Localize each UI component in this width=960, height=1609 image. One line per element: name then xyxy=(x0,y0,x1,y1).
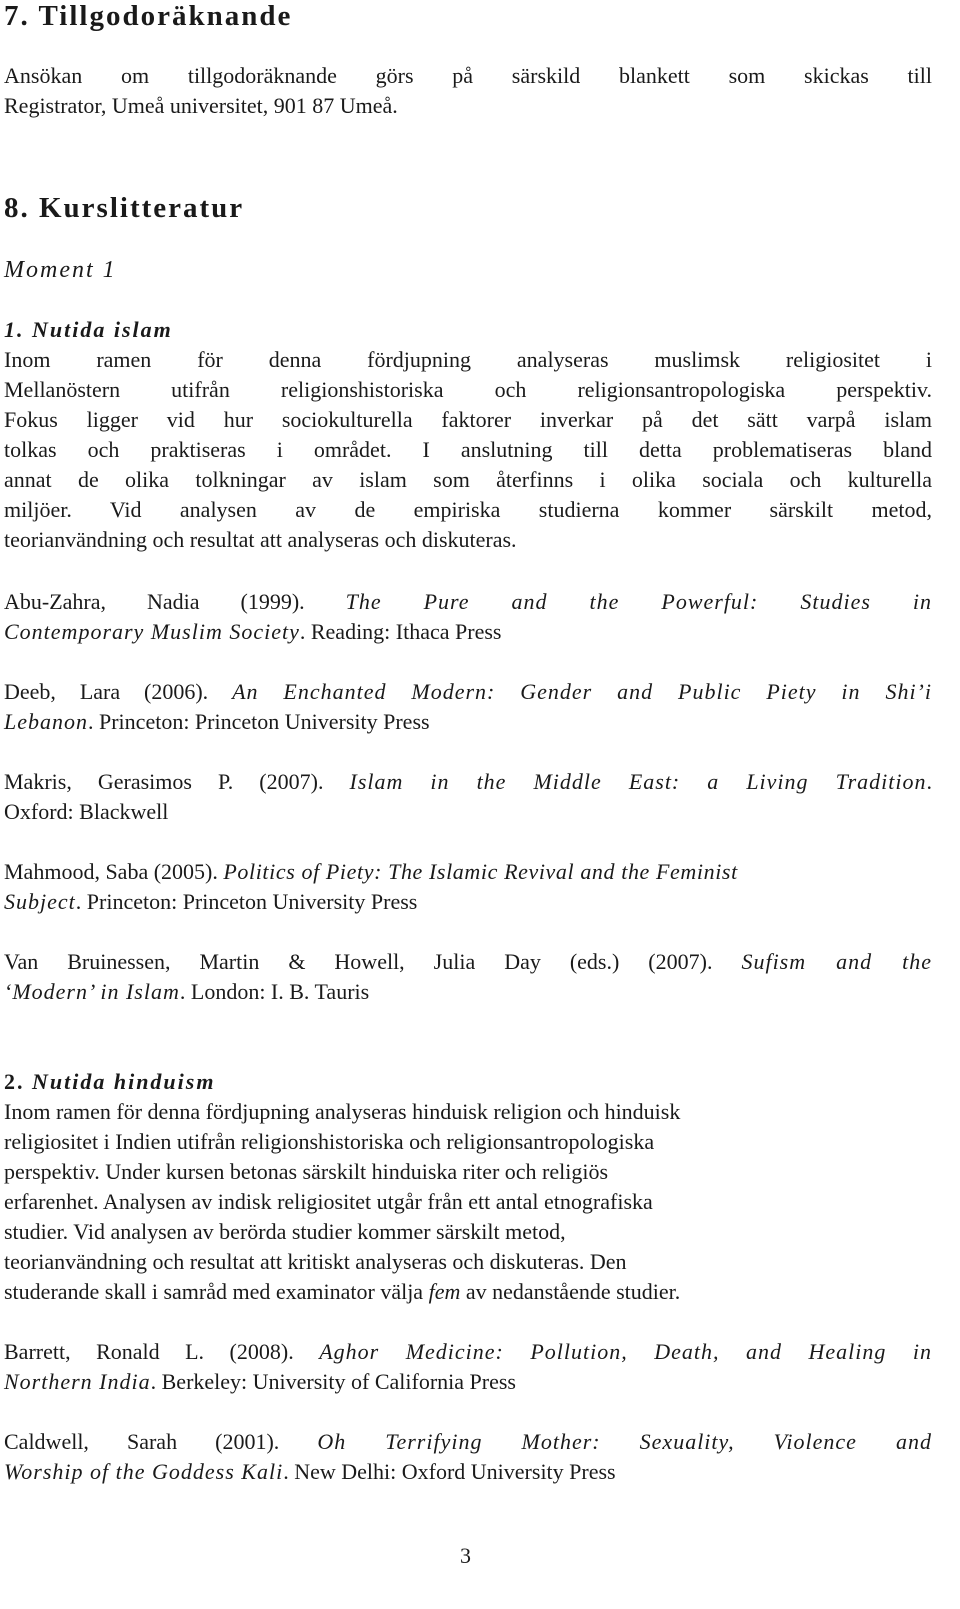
reference-publisher: . Princeton: Princeton University Press xyxy=(88,709,430,734)
reference-title: Contemporary Muslim Society xyxy=(4,619,300,644)
reference-author: Caldwell, Sarah (2001). xyxy=(4,1429,318,1454)
paragraph-text: av nedanstående studier. xyxy=(460,1279,681,1304)
section-7-text-line-1: Ansökan om tillgodoräknande görs på särskild blankett som skickas till xyxy=(4,63,932,88)
reference-entry xyxy=(4,769,932,795)
part-1-paragraph-line: miljöer. Vid analysen av de empiriska studierna kommer särskilt metod, xyxy=(4,497,932,522)
part-2-paragraph-line: Inom ramen för denna fördjupning analyseras hinduisk religion och hinduisk xyxy=(4,1099,681,1124)
reference-title: Sufism and the xyxy=(741,949,932,974)
part-2-paragraph-line: religiositet i Indien utifrån religionshistoriska och religionsantropologiska xyxy=(4,1129,655,1154)
reference-entry-cont xyxy=(4,1459,616,1485)
reference-entry xyxy=(4,1339,932,1365)
part-2-number: 2. xyxy=(4,1069,25,1094)
reference-publisher: . New Delhi: Oxford University Press xyxy=(283,1459,616,1484)
part-1-paragraph-line: annat de olika tolkningar av islam som återfinns i olika sociala och kulturella xyxy=(4,467,932,492)
paragraph-text: studerande skall i samråd med examinator välja xyxy=(4,1279,429,1304)
part-2-paragraph-line: studier. Vid analysen av berörda studier kommer särskilt metod, xyxy=(4,1219,566,1244)
part-1-paragraph-line: Fokus ligger vid hur sociokulturella faktorer inverkar på det sätt varpå islam xyxy=(4,407,932,432)
reference-publisher: . Berkeley: University of California Press xyxy=(150,1369,516,1394)
reference-entry xyxy=(4,859,932,885)
reference-title: Subject xyxy=(4,889,76,914)
part-1-paragraph-line: teorianvändning och resultat att analyseras och diskuteras. xyxy=(4,527,517,552)
reference-publisher: . London: I. B. Tauris xyxy=(179,979,370,1004)
reference-entry xyxy=(4,679,932,705)
part-1-title: 1. Nutida islam xyxy=(4,317,173,342)
part-2-paragraph-line: perspektiv. Under kursen betonas särskilt hinduiska riter och religiös xyxy=(4,1159,609,1184)
paragraph-emphasis: fem xyxy=(428,1279,461,1304)
reference-publisher: . Reading: Ithaca Press xyxy=(299,619,502,644)
reference-title: Oh Terrifying Mother: Sexuality, Violence and xyxy=(317,1429,932,1454)
part-2-paragraph-line xyxy=(4,1279,680,1305)
reference-title: Worship of the Goddess Kali xyxy=(4,1459,284,1484)
part-1-paragraph-line: tolkas och praktiseras i området. I anslutning till detta problematiseras bland xyxy=(4,437,932,462)
reference-title: Islam in the Middle East: a Living Tradition xyxy=(349,769,927,794)
section-7-text-line-2: Registrator, Umeå universitet, 901 87 Umeå. xyxy=(4,93,398,118)
reference-title: Politics of Piety: The Islamic Revival and the Feminist xyxy=(223,859,738,884)
reference-title: Aghor Medicine: Pollution, Death, and Healing in xyxy=(319,1339,932,1364)
reference-entry-cont: Oxford: Blackwell xyxy=(4,799,169,824)
part-2-title xyxy=(4,1069,215,1095)
reference-entry-cont xyxy=(4,889,417,915)
reference-title: The Pure and the Powerful: Studies in xyxy=(345,589,932,614)
reference-title: An Enchanted Modern: Gender and Public Piety in Shi’i xyxy=(232,679,932,704)
part-1-paragraph-line: Mellanöstern utifrån religionshistoriska och religionsantropologiska perspektiv. xyxy=(4,377,932,402)
reference-entry-cont xyxy=(4,979,369,1005)
part-2-paragraph-line: erfarenhet. Analysen av indisk religiositet utgår från ett antal etnografiska xyxy=(4,1189,653,1214)
reference-author: Barrett, Ronald L. (2008). xyxy=(4,1339,320,1364)
reference-entry xyxy=(4,1429,932,1455)
section-8-heading: 8. Kurslitteratur xyxy=(4,192,245,224)
reference-author: Abu-Zahra, Nadia (1999). xyxy=(4,589,346,614)
reference-entry xyxy=(4,949,932,975)
reference-entry-cont xyxy=(4,1369,516,1395)
reference-title: Northern India xyxy=(4,1369,151,1394)
reference-entry-cont xyxy=(4,709,430,735)
part-2-title-text: Nutida hinduism xyxy=(32,1069,216,1094)
moment-heading: Moment 1 xyxy=(4,257,117,283)
reference-author: Mahmood, Saba (2005). xyxy=(4,859,224,884)
part-2-paragraph-line: teorianvändning och resultat att kritiskt analyseras och diskuteras. Den xyxy=(4,1249,627,1274)
reference-author: Deeb, Lara (2006). xyxy=(4,679,233,704)
reference-title: Lebanon xyxy=(4,709,88,734)
reference-publisher: . Princeton: Princeton University Press xyxy=(75,889,418,914)
reference-title: ‘Modern’ in Islam xyxy=(4,979,180,1004)
reference-punct: . xyxy=(926,769,932,794)
reference-author: Makris, Gerasimos P. (2007). xyxy=(4,769,350,794)
reference-entry-cont xyxy=(4,619,501,645)
reference-author: Van Bruinessen, Martin & Howell, Julia Day (eds.) (2007). xyxy=(4,949,742,974)
section-7-heading: 7. Tillgodoräknande xyxy=(4,0,293,32)
page-number: 3 xyxy=(460,1543,471,1568)
part-1-paragraph-line: Inom ramen för denna fördjupning analyseras muslimsk religiositet i xyxy=(4,347,932,372)
reference-entry xyxy=(4,589,932,615)
